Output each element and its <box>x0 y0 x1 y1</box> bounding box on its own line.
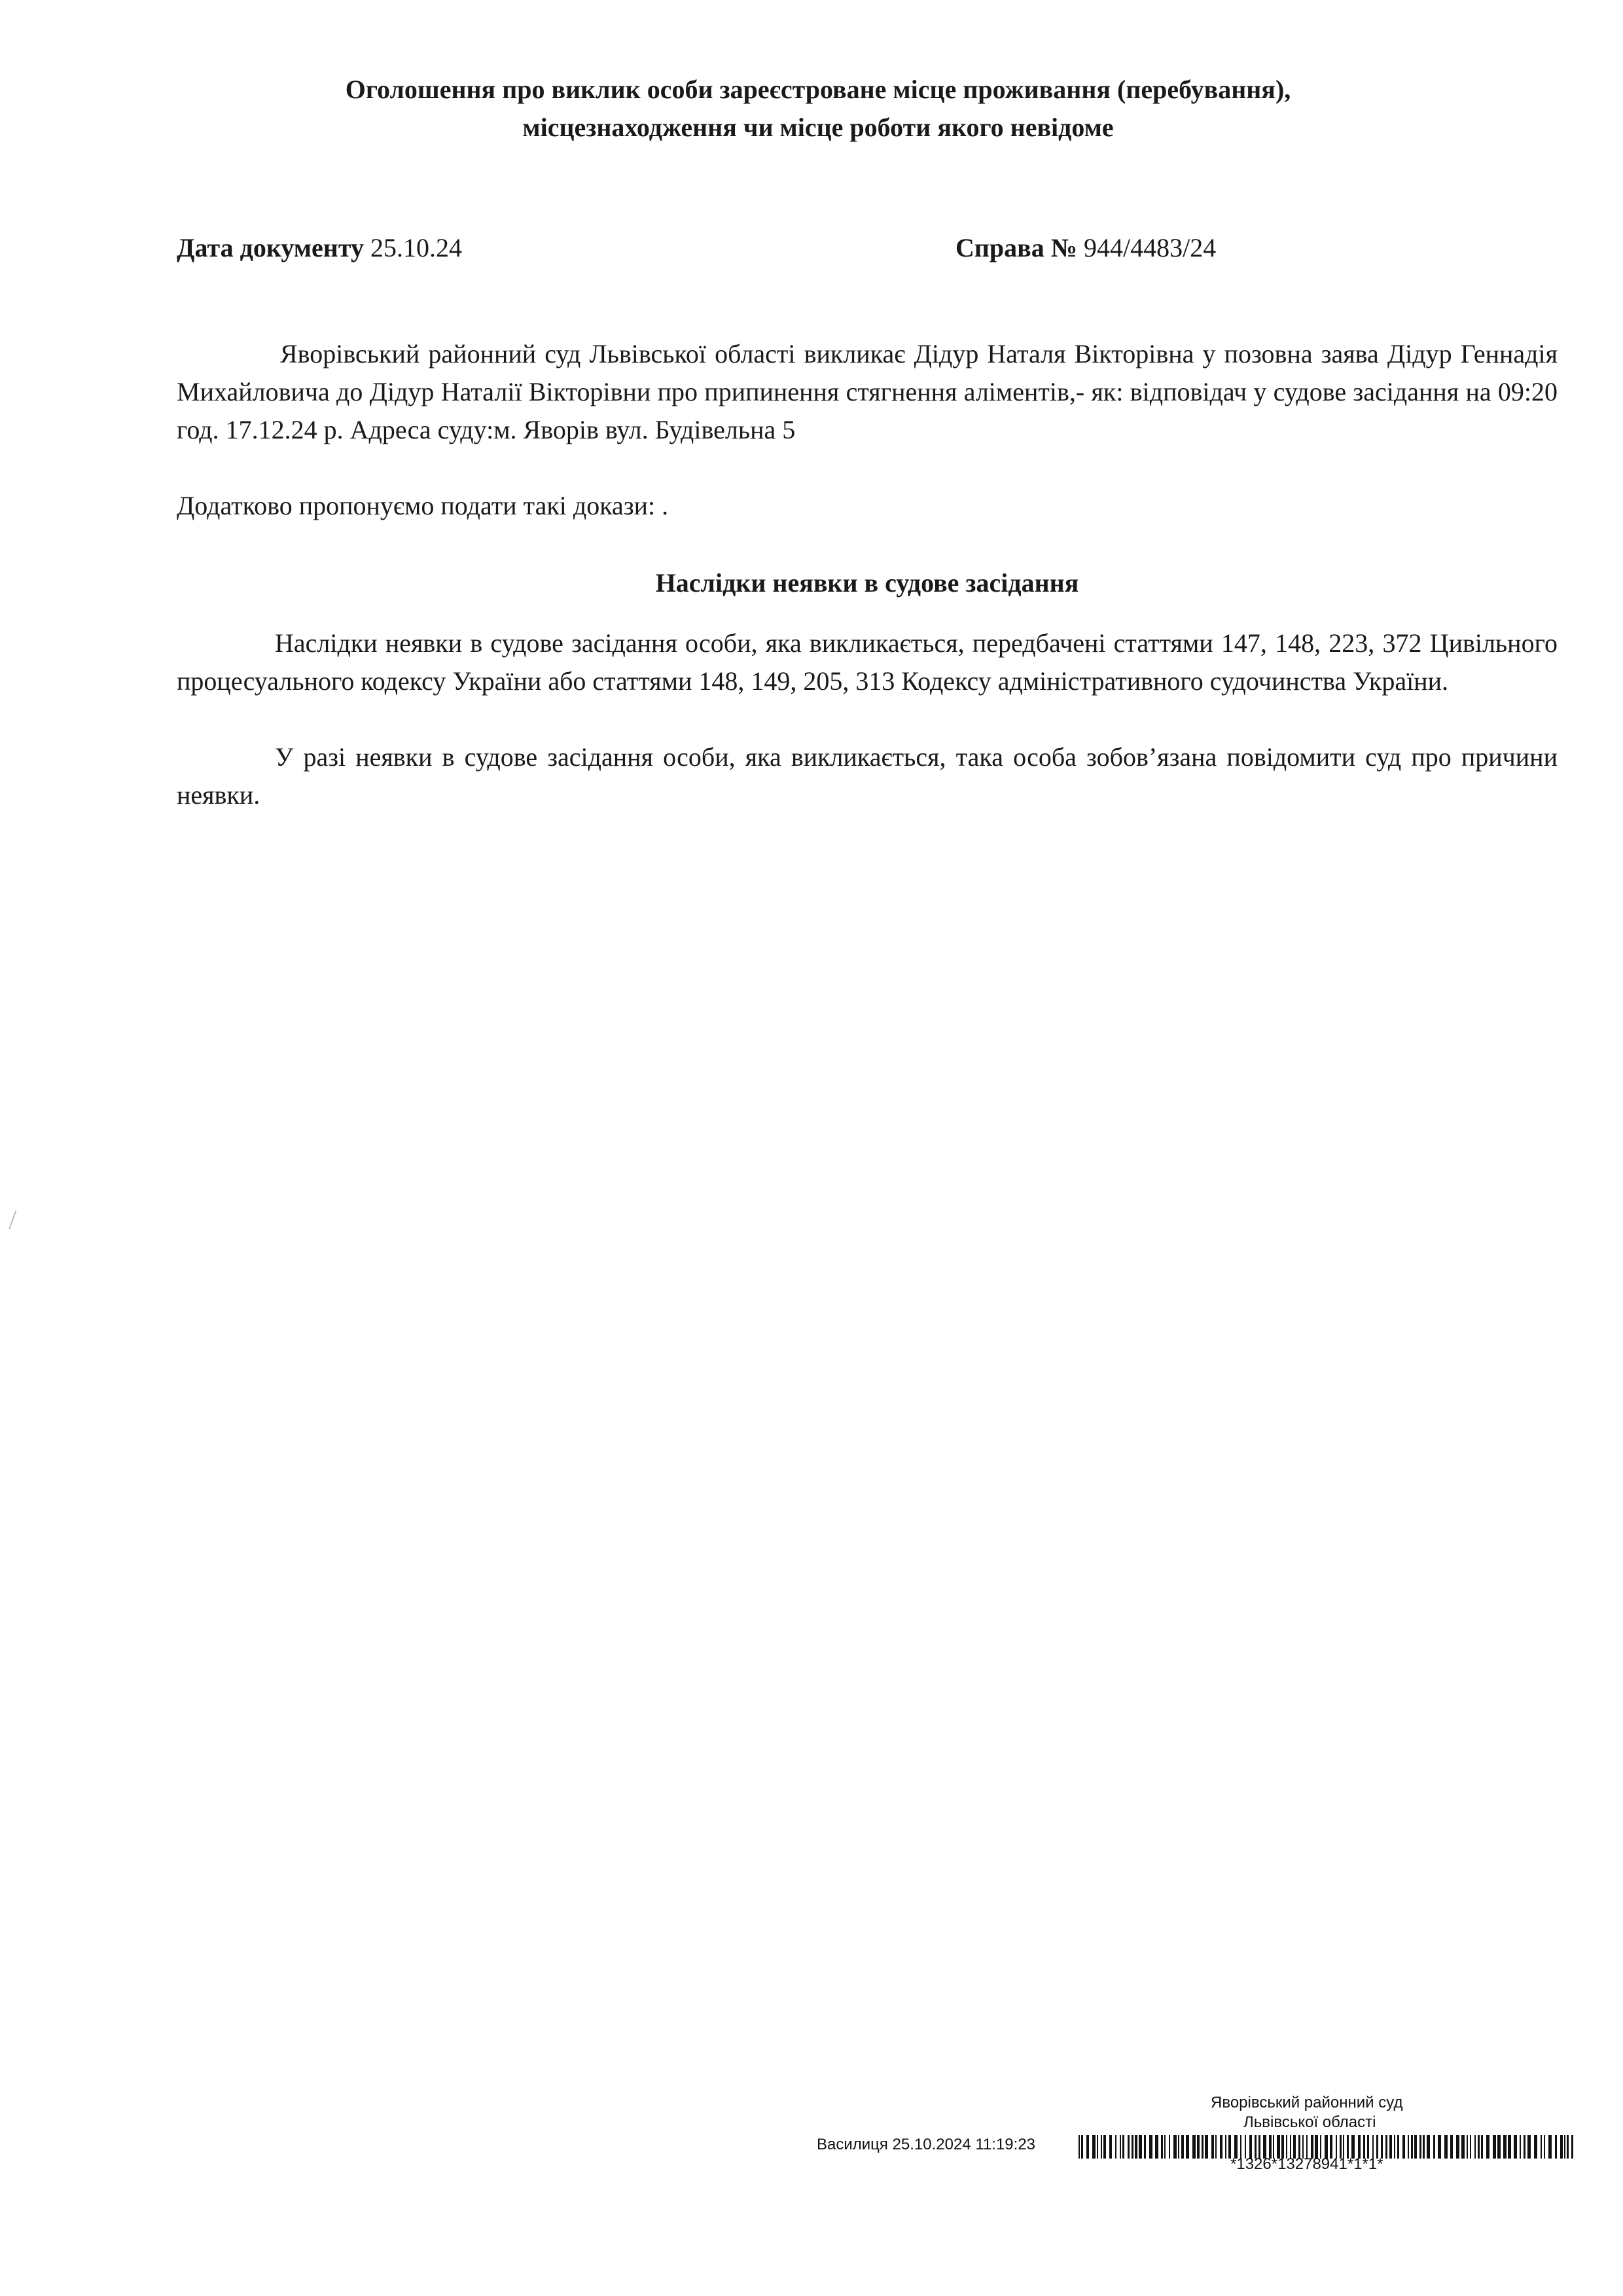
barcode-bar <box>1567 2135 1569 2159</box>
barcode-bar <box>1520 2135 1521 2159</box>
barcode-bar <box>1081 2135 1083 2159</box>
barcode-bar <box>1438 2135 1441 2159</box>
barcode-bar <box>1109 2135 1112 2159</box>
barcode-bar <box>1115 2135 1116 2159</box>
barcode-bar <box>1394 2135 1395 2159</box>
consequences-text-2: У разі неявки в судове засідання особи, яка викликається, така особа зобов’язана повідомити суд про причини неявки. <box>177 742 1558 810</box>
barcode-bar <box>1178 2135 1179 2159</box>
case-label: Справа № <box>955 233 1077 262</box>
barcode-bar <box>1444 2135 1448 2159</box>
barcode-bar <box>1544 2135 1545 2159</box>
barcode-bar <box>1161 2135 1163 2159</box>
document-date <box>177 229 462 267</box>
barcode-bar <box>1155 2135 1158 2159</box>
barcode-bar <box>1135 2135 1137 2159</box>
barcode-bar <box>1164 2135 1166 2159</box>
barcode-bar <box>1086 2135 1089 2159</box>
barcode-bar <box>1408 2135 1409 2159</box>
barcode-bar <box>1474 2135 1476 2159</box>
barcode-bar <box>1402 2135 1405 2159</box>
barcode-bar <box>1414 2135 1417 2159</box>
barcode-bar <box>1503 2135 1507 2159</box>
barcode-bar <box>1456 2135 1459 2159</box>
title-line-1: Оголошення про виклик особи зареєстроване місце проживання (перебування), <box>345 75 1291 104</box>
scan-artifact <box>9 1211 20 1231</box>
date-value: 25.10.24 <box>370 233 462 262</box>
barcode-bar <box>1139 2135 1142 2159</box>
barcode-bar <box>1481 2135 1483 2159</box>
stamp-barcode-code: *1326*13278941*1*1* <box>1230 2155 1383 2173</box>
barcode-bar <box>1079 2135 1080 2159</box>
barcode-bar <box>1397 2135 1399 2159</box>
barcode-bar <box>1103 2135 1106 2159</box>
barcode-bar <box>1092 2135 1096 2159</box>
barcode-bar <box>1173 2135 1177 2159</box>
barcode-bar <box>1144 2135 1146 2159</box>
barcode-bar <box>1564 2135 1565 2159</box>
barcode-bar <box>1186 2135 1189 2159</box>
barcode-bar <box>1120 2135 1121 2159</box>
barcode-bar <box>1220 2135 1222 2159</box>
barcode-bar <box>1461 2135 1465 2159</box>
barcode-bar <box>1524 2135 1525 2159</box>
barcode-bar <box>1169 2135 1170 2159</box>
barcode-bar <box>1197 2135 1200 2159</box>
date-label: Дата документу <box>177 233 364 262</box>
barcode-bar <box>1541 2135 1542 2159</box>
barcode-bar <box>1433 2135 1435 2159</box>
barcode-bar <box>1486 2135 1489 2159</box>
consequences-heading: Наслідки неявки в судове засідання <box>655 568 1079 598</box>
case-number <box>955 229 1216 267</box>
barcode-bar <box>1514 2135 1517 2159</box>
consequences-text-1: Наслідки неявки в судове засідання особи, яка викликається, передбачені статтями 147, 148, 223, 372 Цивільного процесуального кодексу України або статтями 148, 149, 205, 313 Кодексу адміністративного судочинства України. <box>177 628 1558 696</box>
stamp-signer: Василиця 25.10.2024 11:19:23 <box>817 2136 1036 2153</box>
barcode-bar <box>1423 2135 1425 2159</box>
evidence-line: Додатково пропонуємо подати такі докази: . <box>177 491 669 520</box>
barcode-bar <box>1478 2135 1480 2159</box>
barcode-bar <box>1202 2135 1204 2159</box>
barcode-bar <box>1571 2135 1573 2159</box>
document-title <box>177 71 1459 147</box>
barcode-bar <box>1132 2135 1133 2159</box>
barcode-bar <box>1181 2135 1184 2159</box>
barcode-bar <box>1211 2135 1214 2159</box>
barcode-bar <box>1548 2135 1552 2159</box>
barcode-bar <box>1450 2135 1453 2159</box>
barcode-bar <box>1427 2135 1430 2159</box>
barcode-bar <box>1122 2135 1124 2159</box>
barcode-bar <box>1497 2135 1501 2159</box>
case-value: 944/4483/24 <box>1083 233 1217 262</box>
title-line-2: місцезнаходження чи місце роботи якого невідоме <box>522 113 1114 142</box>
barcode-bar <box>1205 2135 1208 2159</box>
barcode-bar <box>1411 2135 1413 2159</box>
barcode-bar <box>1560 2135 1563 2159</box>
summons-text: Яворівський районний суд Львівської області викликає Дідур Наталя Вікторівна у позовна заява Дідур Геннадія Михайловича до Дідур Наталії Вікторівни про припинення стягнення аліментів,- як: відповідач у судове засідання на 09:20 год. 17.12.24 р. Адреса суду:м. Яворів вул. Будівельна 5 <box>177 339 1558 444</box>
stamp-court-region: Львівської області <box>1243 2113 1376 2131</box>
barcode-bar <box>1555 2135 1557 2159</box>
stamp-court-name: Яворівський районний суд <box>1211 2094 1403 2111</box>
barcode-bar <box>1467 2135 1468 2159</box>
summons-paragraph <box>177 335 1558 449</box>
barcode-bar <box>1215 2135 1217 2159</box>
barcode-bar <box>1128 2135 1130 2159</box>
consequences-paragraph-2 <box>177 738 1558 814</box>
consequences-paragraph-1 <box>177 624 1558 700</box>
barcode-bar <box>1493 2135 1496 2159</box>
barcode-bar <box>1149 2135 1152 2159</box>
barcode-bar <box>1534 2135 1537 2159</box>
barcode-bar <box>1225 2135 1226 2159</box>
barcode-bar <box>1097 2135 1098 2159</box>
barcode-bar <box>1101 2135 1102 2159</box>
barcode-bar <box>1470 2135 1471 2159</box>
barcode-bar <box>1389 2135 1392 2159</box>
barcode-bar <box>1192 2135 1196 2159</box>
barcode-bar <box>1419 2135 1421 2159</box>
barcode-bar <box>1527 2135 1531 2159</box>
barcode-bar <box>1385 2135 1387 2159</box>
barcode-bar <box>1508 2135 1511 2159</box>
